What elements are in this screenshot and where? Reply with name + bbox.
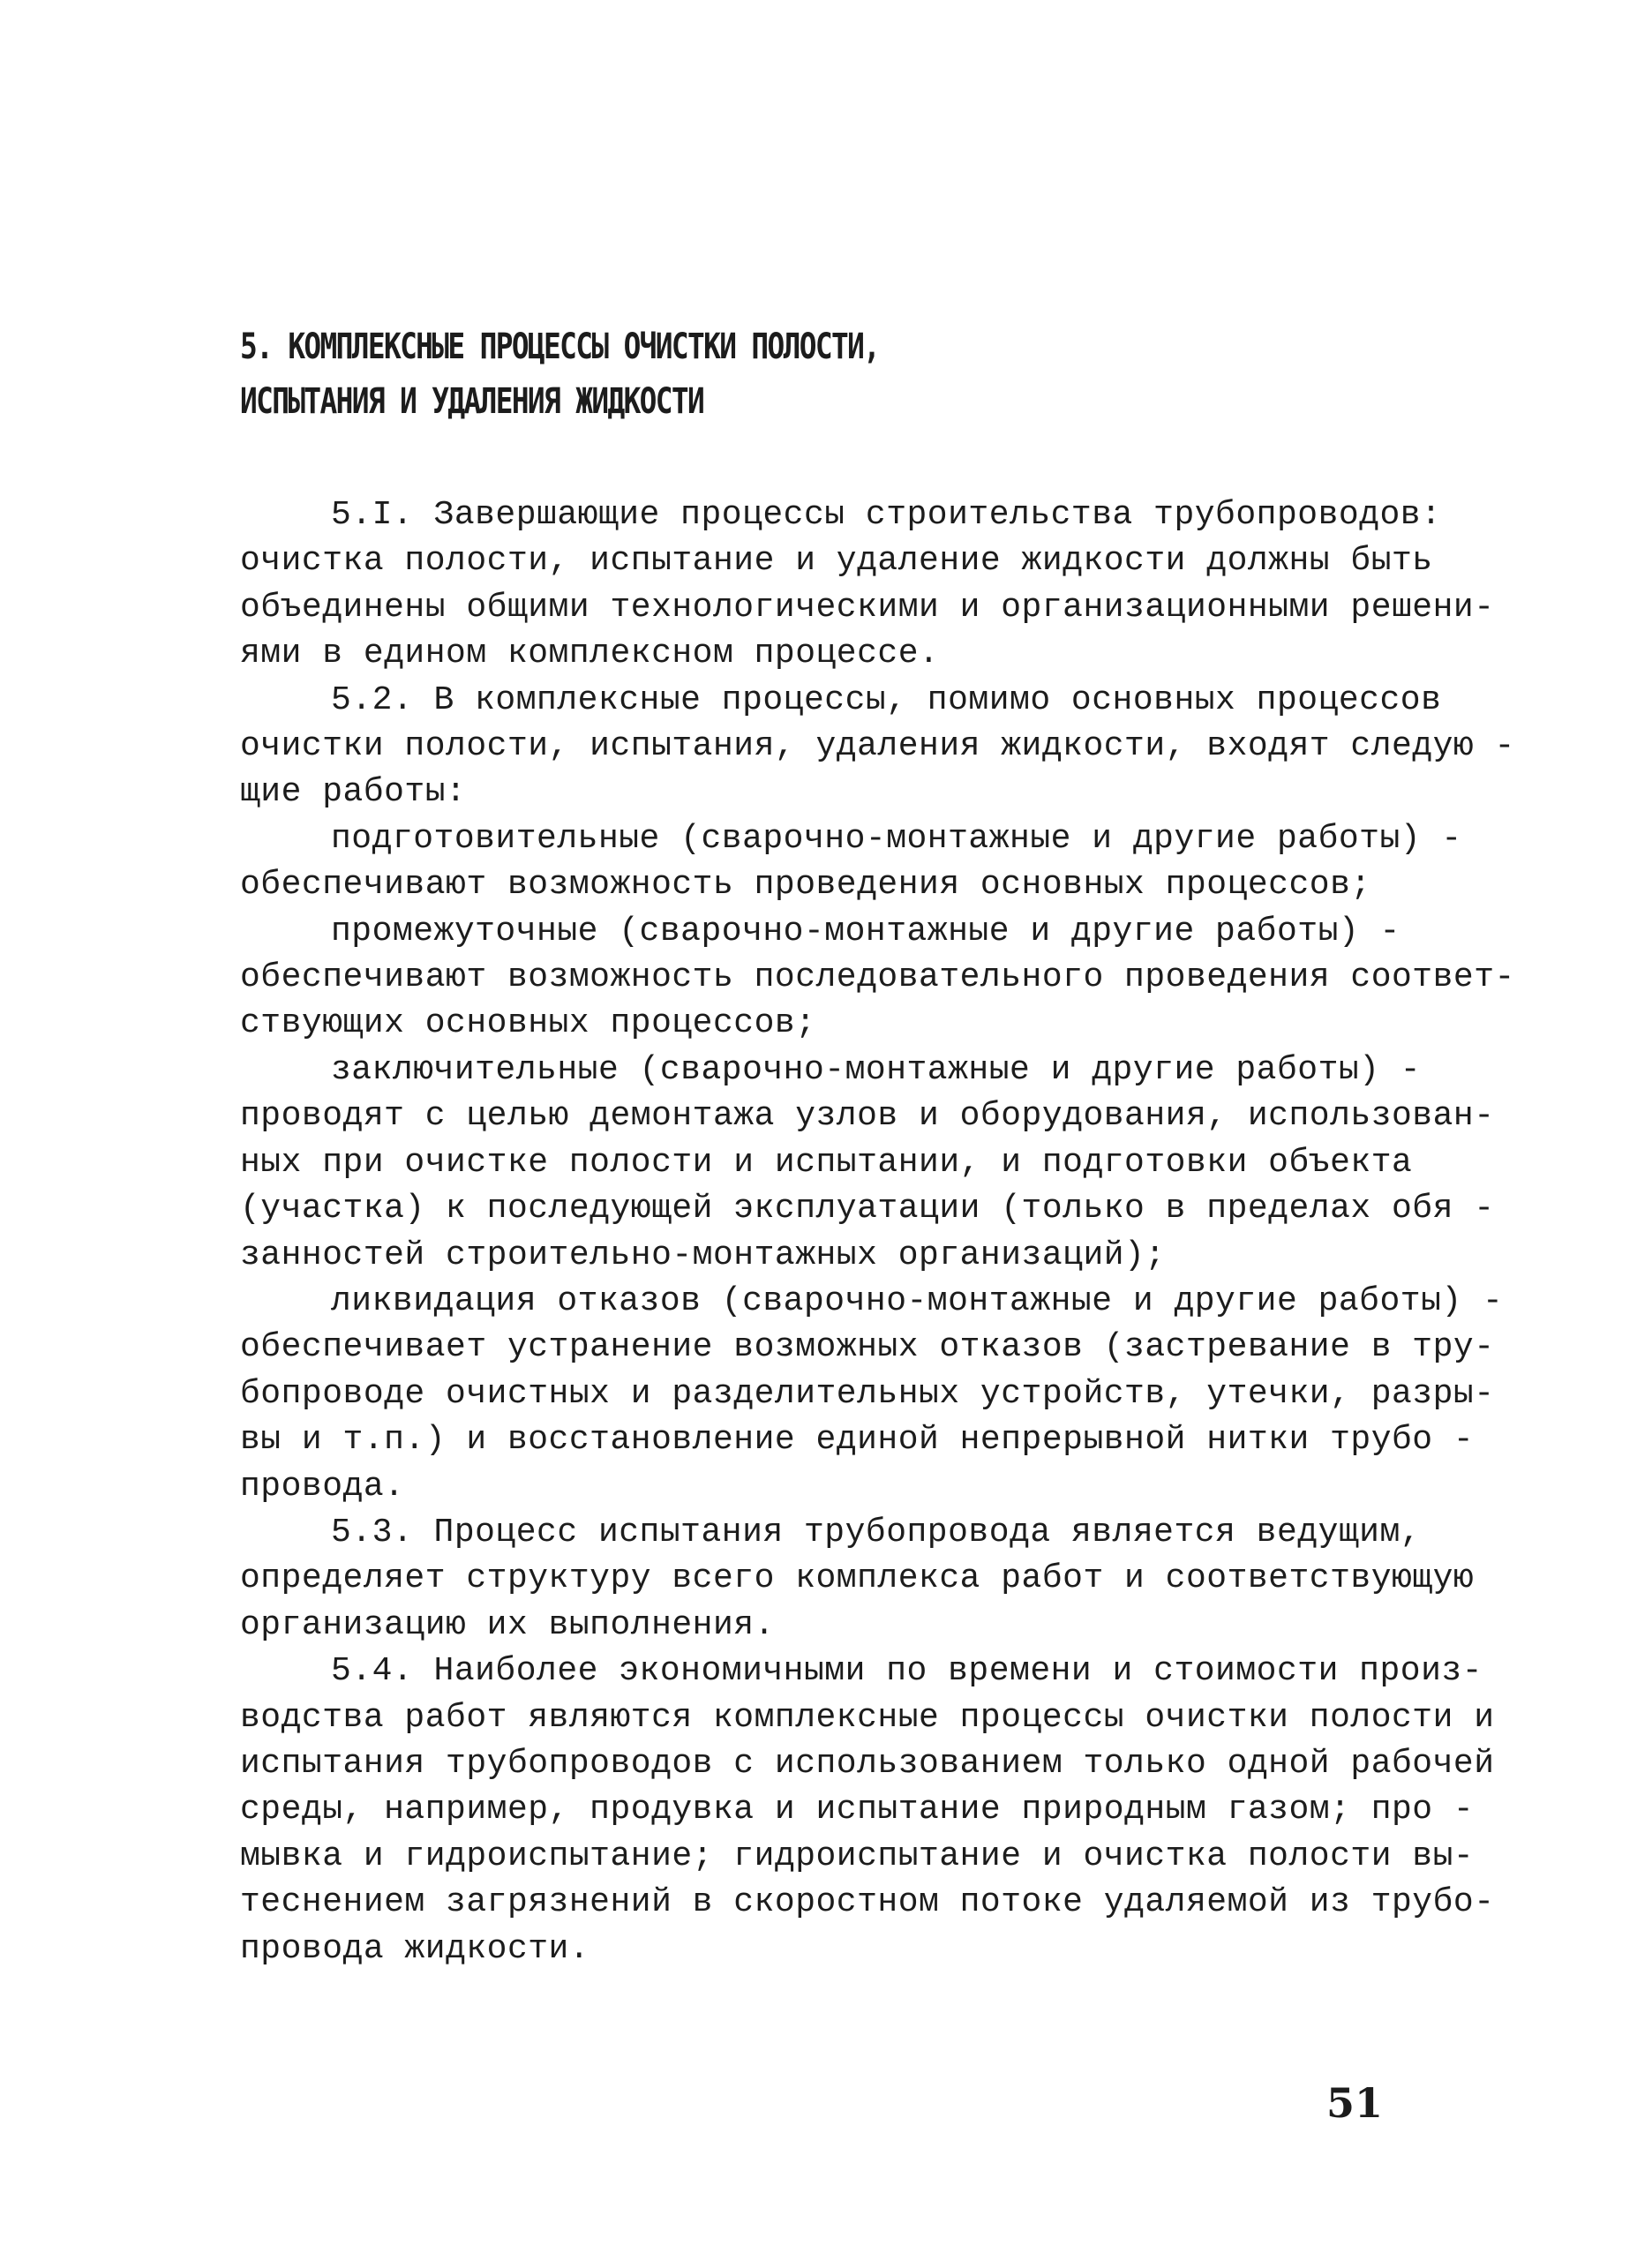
- list-item-failure-elimination-line: бопроводе очистных и разделительных устройств, утечки, разры-: [240, 1374, 1495, 1413]
- list-item-failure-elimination-line: вы и т.п.) и восстановление единой непрерывной нитки трубо -: [240, 1421, 1475, 1460]
- page-number: 51: [1326, 2079, 1384, 2127]
- list-item-final-line: (участка) к последующей эксплуатации (только в пределах обя -: [240, 1190, 1495, 1228]
- paragraph-5-4-line: 5.4. Наиболее экономичными по времени и стоимости произ-: [331, 1652, 1483, 1691]
- paragraph-5-2-line: очистки полости, испытания, удаления жидкости, входят следую -: [240, 727, 1515, 766]
- list-item-final-line: занностей строительно-монтажных организаций);: [240, 1236, 1166, 1274]
- list-item-preparatory-line: подготовительные (сварочно-монтажные и другие работы) -: [331, 819, 1462, 858]
- paragraph-5-2-line: щие работы:: [240, 773, 467, 812]
- section-body: [240, 492, 1515, 1972]
- list-item-intermediate-line: обеспечивают возможность последовательного проведения соответ-: [240, 958, 1515, 997]
- paragraph-5-1-line: 5.I. Завершающие процессы строительства трубопроводов:: [331, 496, 1442, 534]
- paragraph-5-1-line: объединены общими технологическими и организационными решени-: [240, 588, 1495, 627]
- list-item-final-line: ных при очистке полости и испытании, и подготовки объекта: [240, 1143, 1413, 1182]
- paragraph-5-4-line: испытания трубопроводов с использованием только одной рабочей: [240, 1744, 1495, 1783]
- paragraph-5-3-line: определяет структуру всего комплекса работ и соответствующую: [240, 1559, 1475, 1598]
- list-item-intermediate-line: ствующих основных процессов;: [240, 1004, 816, 1043]
- heading-line: 5. КОМПЛЕКСНЫЕ ПРОЦЕССЫ ОЧИСТКИ ПОЛОСТИ,: [240, 327, 880, 367]
- list-item-failure-elimination-line: провода.: [240, 1467, 405, 1506]
- paragraph-5-4-line: провода жидкости.: [240, 1929, 590, 1968]
- list-item-final-line: проводят с целью демонтажа узлов и оборудования, использован-: [240, 1097, 1495, 1136]
- heading-line: ИСПЫТАНИЯ И УДАЛЕНИЯ ЖИДКОСТИ: [240, 381, 704, 422]
- list-item-final-line: заключительные (сварочно-монтажные и другие работы) -: [331, 1050, 1422, 1089]
- paragraph-5-1-line: очистка полости, испытание и удаление жидкости должны быть: [240, 542, 1433, 581]
- list-item-intermediate-line: промежуточные (сварочно-монтажные и другие работы) -: [331, 912, 1400, 950]
- section-heading: [240, 319, 1217, 429]
- paragraph-5-4-line: теснением загрязнений в скоростном потоке удаляемой из трубо-: [240, 1883, 1495, 1922]
- list-item-preparatory-line: обеспечивают возможность проведения основных процессов;: [240, 866, 1371, 905]
- list-item-failure-elimination-line: ликвидация отказов (сварочно-монтажные и другие работы) -: [331, 1281, 1504, 1320]
- paragraph-5-2-line: 5.2. В комплексные процессы, помимо основных процессов: [331, 680, 1442, 719]
- paragraph-5-4-line: водства работ являются комплексные процессы очистки полости и: [240, 1698, 1495, 1737]
- list-item-failure-elimination-line: обеспечивает устранение возможных отказов (застревание в тру-: [240, 1328, 1495, 1367]
- paragraph-5-4-line: мывка и гидроиспытание; гидроиспытание и очистка полости вы-: [240, 1837, 1475, 1875]
- paragraph-5-4-line: среды, например, продувка и испытание природным газом; про -: [240, 1791, 1475, 1829]
- paragraph-5-3-line: организацию их выполнения.: [240, 1605, 775, 1644]
- paragraph-5-1-line: ями в едином комплексном процессе.: [240, 635, 940, 673]
- paragraph-5-3-line: 5.3. Процесс испытания трубопровода является ведущим,: [331, 1513, 1422, 1551]
